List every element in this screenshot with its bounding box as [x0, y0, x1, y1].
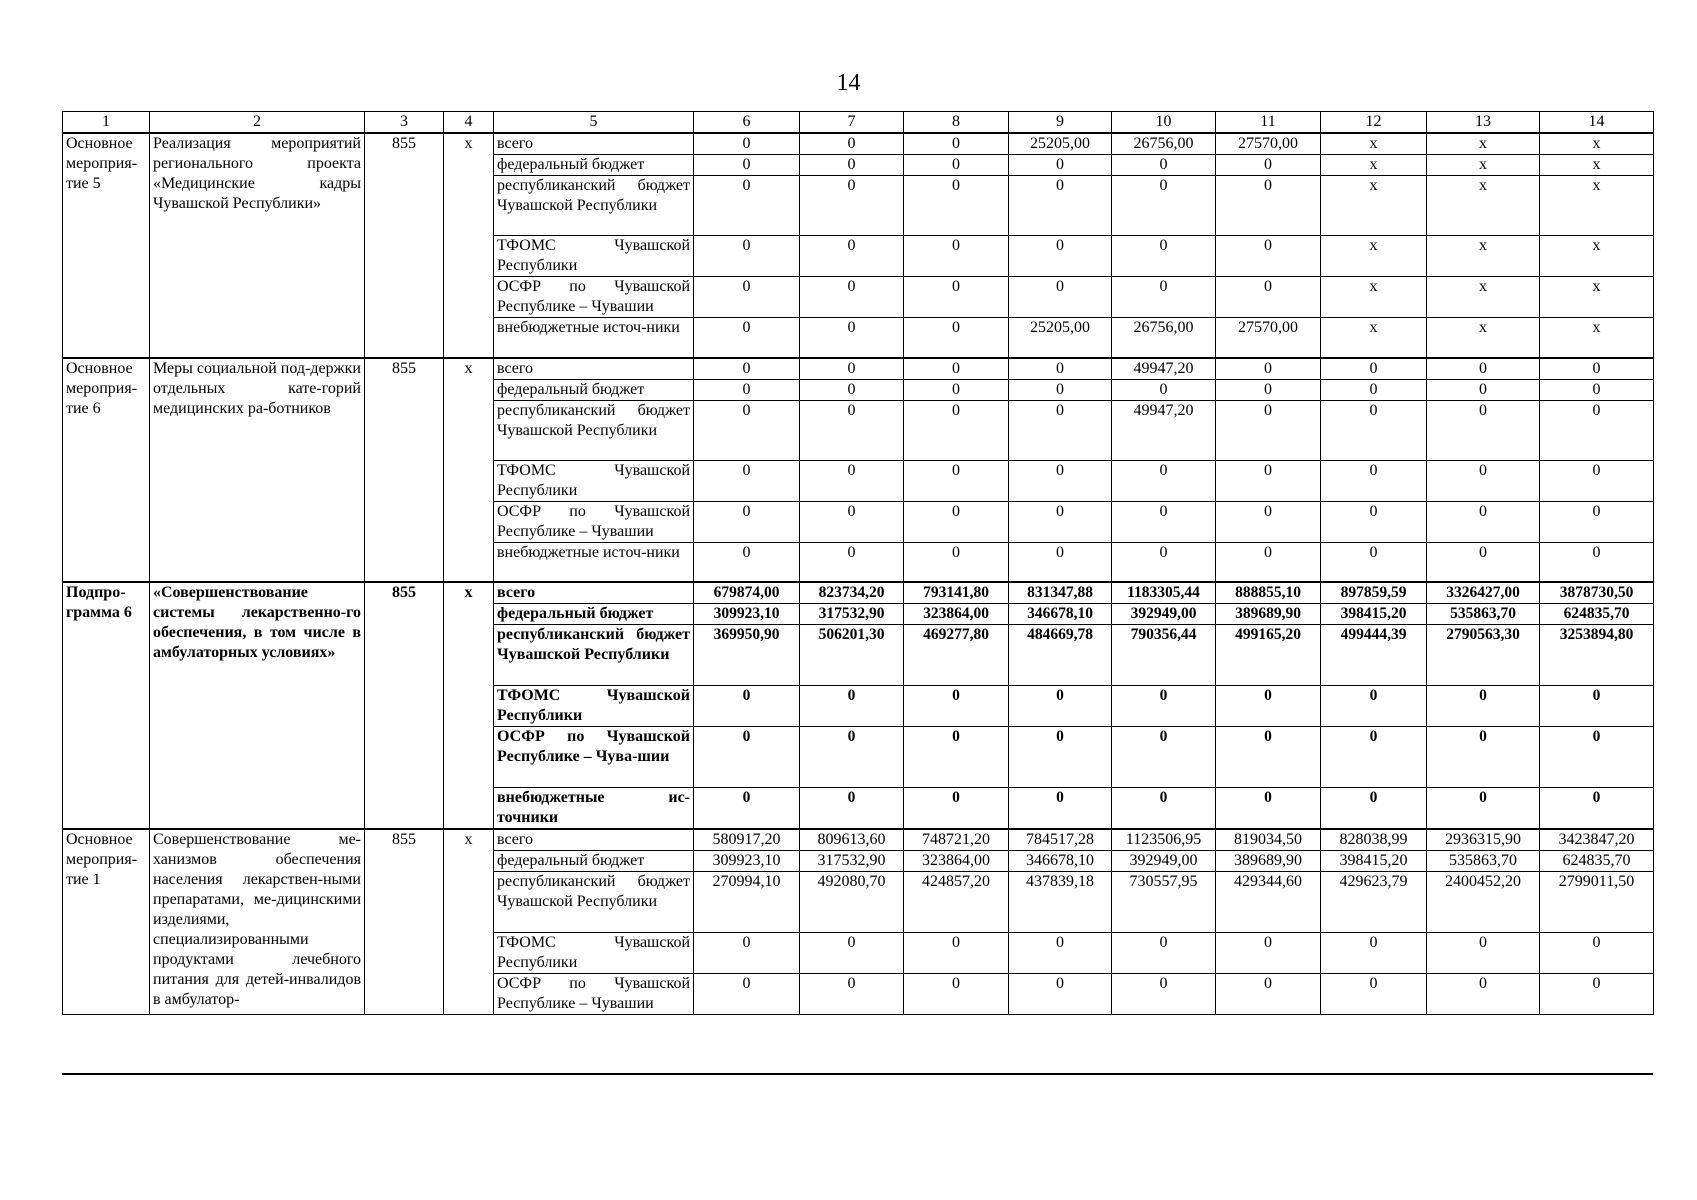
column-number-2: 2 [150, 112, 365, 134]
value-cell: 819034,50 [1216, 829, 1321, 851]
page-number: 14 [836, 70, 861, 96]
column-number-9: 9 [1009, 112, 1112, 134]
funding-source-cell: ТФОМС Чувашской Республики [494, 460, 694, 501]
funding-source-cell: ОСФР по Чувашской Республике – Чувашии [494, 277, 694, 318]
value-cell: x [1321, 155, 1427, 176]
table-row [63, 829, 1654, 851]
value-cell: 809613,60 [800, 829, 904, 851]
value-cell: 0 [1427, 788, 1540, 830]
table-row [63, 133, 1654, 155]
value-cell: 0 [904, 379, 1009, 400]
value-cell: 49947,20 [1112, 400, 1216, 460]
value-cell: 0 [1216, 358, 1321, 380]
value-cell: 0 [800, 501, 904, 542]
value-cell: 309923,10 [694, 851, 800, 872]
budget-table [62, 111, 1654, 1015]
value-cell: 0 [800, 358, 904, 380]
value-cell: 27570,00 [1216, 133, 1321, 155]
value-cell: 0 [1112, 686, 1216, 727]
value-cell: x [1321, 277, 1427, 318]
value-cell: 0 [1540, 933, 1654, 974]
value-cell: 0 [1321, 788, 1427, 830]
column-number-3: 3 [365, 112, 444, 134]
code-x-cell: x [444, 829, 494, 1015]
value-cell: 0 [1112, 176, 1216, 236]
value-cell: 0 [800, 155, 904, 176]
value-cell: 0 [1112, 501, 1216, 542]
value-cell: 0 [694, 460, 800, 501]
value-cell: 0 [800, 727, 904, 788]
value-cell: 0 [1321, 933, 1427, 974]
funding-source-cell: всего [494, 133, 694, 155]
value-cell: 317532,90 [800, 604, 904, 625]
value-cell: 535863,70 [1427, 851, 1540, 872]
value-cell: 3423847,20 [1540, 829, 1654, 851]
value-cell: 0 [904, 358, 1009, 380]
value-cell: 0 [1009, 501, 1112, 542]
value-cell: 0 [1009, 155, 1112, 176]
value-cell: 0 [1009, 358, 1112, 380]
value-cell: 790356,44 [1112, 625, 1216, 686]
value-cell: 484669,78 [1009, 625, 1112, 686]
section-title-cell: «Совершенствование системы лекарственно-го обеспечения, в том числе в амбулаторных условиях» [150, 582, 365, 829]
value-cell: 823734,20 [800, 582, 904, 604]
column-number-11: 11 [1216, 112, 1321, 134]
value-cell: 0 [1427, 727, 1540, 788]
value-cell: 0 [904, 133, 1009, 155]
value-cell: x [1427, 155, 1540, 176]
value-cell: 0 [1112, 379, 1216, 400]
value-cell: 26756,00 [1112, 133, 1216, 155]
value-cell: 0 [1540, 686, 1654, 727]
responsible-code-cell: 855 [365, 582, 444, 829]
funding-source-cell: ОСФР по Чувашской Республике – Чува-шии [494, 727, 694, 788]
value-cell: 0 [1009, 727, 1112, 788]
value-cell: x [1540, 236, 1654, 277]
value-cell: 469277,80 [904, 625, 1009, 686]
value-cell: 323864,00 [904, 851, 1009, 872]
value-cell: 25205,00 [1009, 133, 1112, 155]
value-cell: 0 [694, 133, 800, 155]
value-cell: 0 [694, 155, 800, 176]
funding-source-cell: республиканский бюджет Чувашской Республики [494, 400, 694, 460]
value-cell: 0 [1540, 460, 1654, 501]
funding-source-cell: республиканский бюджет Чувашской Республики [494, 872, 694, 933]
value-cell: x [1427, 133, 1540, 155]
value-cell: 0 [694, 236, 800, 277]
value-cell: 0 [1427, 379, 1540, 400]
value-cell: 392949,00 [1112, 604, 1216, 625]
funding-source-cell: внебюджетные ис-точники [494, 788, 694, 830]
value-cell: 784517,28 [1009, 829, 1112, 851]
value-cell: 535863,70 [1427, 604, 1540, 625]
value-cell: x [1540, 133, 1654, 155]
value-cell: 437839,18 [1009, 872, 1112, 933]
value-cell: 897859,59 [1321, 582, 1427, 604]
value-cell: 309923,10 [694, 604, 800, 625]
value-cell: x [1321, 318, 1427, 358]
value-cell: 0 [1540, 501, 1654, 542]
value-cell: 0 [1427, 460, 1540, 501]
code-x-cell: x [444, 133, 494, 358]
value-cell: 624835,70 [1540, 604, 1654, 625]
value-cell: 0 [1009, 236, 1112, 277]
value-cell: 0 [1009, 788, 1112, 830]
value-cell: 0 [800, 933, 904, 974]
value-cell: 0 [1427, 933, 1540, 974]
funding-source-cell: федеральный бюджет [494, 604, 694, 625]
value-cell: 679874,00 [694, 582, 800, 604]
section-type-cell: Подпро-грамма 6 [63, 582, 150, 829]
table-row [63, 358, 1654, 380]
value-cell: 0 [1427, 358, 1540, 380]
value-cell: 580917,20 [694, 829, 800, 851]
value-cell: 0 [904, 788, 1009, 830]
value-cell: 3878730,50 [1540, 582, 1654, 604]
funding-source-cell: федеральный бюджет [494, 379, 694, 400]
value-cell: x [1540, 277, 1654, 318]
value-cell: 0 [1112, 460, 1216, 501]
funding-source-cell: ТФОМС Чувашской Республики [494, 933, 694, 974]
value-cell: 831347,88 [1009, 582, 1112, 604]
value-cell: 0 [694, 974, 800, 1015]
value-cell: 0 [1112, 277, 1216, 318]
value-cell: x [1427, 318, 1540, 358]
value-cell: 0 [1427, 686, 1540, 727]
value-cell: x [1321, 133, 1427, 155]
value-cell: 0 [1009, 176, 1112, 236]
value-cell: 0 [1216, 155, 1321, 176]
value-cell: 0 [694, 400, 800, 460]
value-cell: 0 [1216, 236, 1321, 277]
value-cell: 0 [694, 727, 800, 788]
value-cell: 346678,10 [1009, 851, 1112, 872]
value-cell: 424857,20 [904, 872, 1009, 933]
value-cell: 0 [1216, 501, 1321, 542]
value-cell: 0 [904, 176, 1009, 236]
value-cell: 0 [1216, 460, 1321, 501]
value-cell: 429344,60 [1216, 872, 1321, 933]
value-cell: 0 [1427, 974, 1540, 1015]
funding-source-cell: всего [494, 358, 694, 380]
table-row [63, 582, 1654, 604]
funding-source-cell: всего [494, 829, 694, 851]
value-cell: x [1427, 236, 1540, 277]
column-number-1: 1 [63, 112, 150, 134]
funding-source-cell: республиканский бюджет Чувашской Республики [494, 625, 694, 686]
value-cell: 828038,99 [1321, 829, 1427, 851]
value-cell: 0 [1216, 727, 1321, 788]
value-cell: 0 [800, 542, 904, 582]
value-cell: 0 [1216, 176, 1321, 236]
table-body [63, 112, 1654, 1015]
value-cell: x [1321, 236, 1427, 277]
value-cell: 2790563,30 [1427, 625, 1540, 686]
value-cell: 26756,00 [1112, 318, 1216, 358]
value-cell: 0 [904, 933, 1009, 974]
value-cell: 0 [694, 379, 800, 400]
value-cell: 0 [904, 460, 1009, 501]
value-cell: 0 [1540, 400, 1654, 460]
funding-source-cell: ТФОМС Чувашской Республики [494, 686, 694, 727]
value-cell: 499444,39 [1321, 625, 1427, 686]
funding-source-cell: внебюджетные источ-ники [494, 318, 694, 358]
value-cell: 0 [904, 236, 1009, 277]
value-cell: 0 [694, 358, 800, 380]
value-cell: 0 [694, 933, 800, 974]
value-cell: 0 [800, 318, 904, 358]
value-cell: 1123506,95 [1112, 829, 1216, 851]
value-cell: 0 [800, 379, 904, 400]
value-cell: 0 [1427, 542, 1540, 582]
value-cell: 0 [1112, 974, 1216, 1015]
value-cell: 0 [904, 318, 1009, 358]
value-cell: 0 [1540, 974, 1654, 1015]
column-number-7: 7 [800, 112, 904, 134]
value-cell: 0 [1216, 788, 1321, 830]
value-cell: 0 [1112, 788, 1216, 830]
value-cell: 0 [1009, 277, 1112, 318]
funding-source-cell: республиканский бюджет Чувашской Республики [494, 176, 694, 236]
value-cell: 2799011,50 [1540, 872, 1654, 933]
value-cell: 0 [1112, 155, 1216, 176]
value-cell: 0 [1009, 542, 1112, 582]
value-cell: x [1540, 176, 1654, 236]
value-cell: 0 [1216, 933, 1321, 974]
value-cell: 0 [694, 788, 800, 830]
section-type-cell: Основное мероприя-тие 5 [63, 133, 150, 358]
value-cell: 369950,90 [694, 625, 800, 686]
value-cell: 323864,00 [904, 604, 1009, 625]
funding-source-cell: ТФОМС Чувашской Республики [494, 236, 694, 277]
value-cell: 0 [800, 176, 904, 236]
value-cell: 0 [1009, 933, 1112, 974]
value-cell: 0 [1009, 686, 1112, 727]
value-cell: 0 [904, 501, 1009, 542]
value-cell: 0 [800, 133, 904, 155]
value-cell: 429623,79 [1321, 872, 1427, 933]
value-cell: 0 [1321, 460, 1427, 501]
value-cell: 0 [904, 155, 1009, 176]
value-cell: 888855,10 [1216, 582, 1321, 604]
responsible-code-cell: 855 [365, 133, 444, 358]
value-cell: 0 [800, 277, 904, 318]
value-cell: x [1427, 176, 1540, 236]
code-x-cell: x [444, 358, 494, 583]
value-cell: 0 [1009, 974, 1112, 1015]
column-number-8: 8 [904, 112, 1009, 134]
value-cell: 27570,00 [1216, 318, 1321, 358]
value-cell: 0 [1009, 400, 1112, 460]
value-cell: 389689,90 [1216, 851, 1321, 872]
value-cell: 2936315,90 [1427, 829, 1540, 851]
value-cell: 0 [1540, 727, 1654, 788]
value-cell: 624835,70 [1540, 851, 1654, 872]
section-title-cell: Реализация мероприятий регионального проекта «Медицинские кадры Чувашской Республики» [150, 133, 365, 358]
value-cell: 0 [694, 686, 800, 727]
value-cell: 0 [1427, 400, 1540, 460]
value-cell: 0 [904, 400, 1009, 460]
value-cell: 0 [1321, 358, 1427, 380]
column-number-4: 4 [444, 112, 494, 134]
column-number-10: 10 [1112, 112, 1216, 134]
value-cell: 0 [1216, 277, 1321, 318]
value-cell: 0 [800, 460, 904, 501]
value-cell: 0 [1540, 542, 1654, 582]
value-cell: 2400452,20 [1427, 872, 1540, 933]
value-cell: 0 [1540, 788, 1654, 830]
value-cell: 0 [1112, 236, 1216, 277]
value-cell: 0 [1540, 379, 1654, 400]
value-cell: 0 [694, 277, 800, 318]
value-cell: 0 [1009, 460, 1112, 501]
value-cell: 499165,20 [1216, 625, 1321, 686]
value-cell: 0 [1321, 501, 1427, 542]
value-cell: 793141,80 [904, 582, 1009, 604]
value-cell: 0 [800, 236, 904, 277]
value-cell: 270994,10 [694, 872, 800, 933]
code-x-cell: x [444, 582, 494, 829]
value-cell: 0 [800, 686, 904, 727]
section-type-cell: Основное мероприя-тие 1 [63, 829, 150, 1015]
value-cell: 506201,30 [800, 625, 904, 686]
value-cell: 0 [694, 176, 800, 236]
value-cell: 0 [1321, 974, 1427, 1015]
value-cell: 0 [1321, 727, 1427, 788]
column-number-row [63, 112, 1654, 134]
value-cell: 0 [904, 686, 1009, 727]
responsible-code-cell: 855 [365, 829, 444, 1015]
value-cell: 25205,00 [1009, 318, 1112, 358]
funding-source-cell: всего [494, 582, 694, 604]
value-cell: 3326427,00 [1427, 582, 1540, 604]
value-cell: 0 [904, 542, 1009, 582]
section-title-cell: Меры социальной под-держки отдельных кате-горий медицинских ра-ботников [150, 358, 365, 583]
table-bottom-rule [62, 1073, 1653, 1075]
value-cell: 49947,20 [1112, 358, 1216, 380]
funding-source-cell: федеральный бюджет [494, 851, 694, 872]
value-cell: x [1540, 318, 1654, 358]
value-cell: 0 [1216, 974, 1321, 1015]
value-cell: 346678,10 [1009, 604, 1112, 625]
value-cell: 0 [1216, 400, 1321, 460]
value-cell: 492080,70 [800, 872, 904, 933]
funding-source-cell: внебюджетные источ-ники [494, 542, 694, 582]
responsible-code-cell: 855 [365, 358, 444, 583]
value-cell: 0 [1321, 686, 1427, 727]
value-cell: 389689,90 [1216, 604, 1321, 625]
value-cell: 0 [1216, 686, 1321, 727]
value-cell: 1183305,44 [1112, 582, 1216, 604]
value-cell: 0 [1216, 379, 1321, 400]
value-cell: 0 [1321, 542, 1427, 582]
value-cell: 0 [1540, 358, 1654, 380]
column-number-14: 14 [1540, 112, 1654, 134]
value-cell: 392949,00 [1112, 851, 1216, 872]
value-cell: 0 [1112, 933, 1216, 974]
value-cell: 317532,90 [800, 851, 904, 872]
value-cell: 398415,20 [1321, 604, 1427, 625]
value-cell: x [1540, 155, 1654, 176]
value-cell: 0 [1321, 400, 1427, 460]
value-cell: 730557,95 [1112, 872, 1216, 933]
value-cell: 0 [1009, 379, 1112, 400]
value-cell: 0 [1321, 379, 1427, 400]
value-cell: 398415,20 [1321, 851, 1427, 872]
value-cell: 748721,20 [904, 829, 1009, 851]
section-type-cell: Основное мероприя-тие 6 [63, 358, 150, 583]
value-cell: 0 [694, 542, 800, 582]
value-cell: 0 [1112, 727, 1216, 788]
column-number-12: 12 [1321, 112, 1427, 134]
section-title-cell: Совершенствование ме-ханизмов обеспечения населения лекарствен-ными препаратами, ме-дицинскими изделиями, специализированными продуктами лечебного питания для детей-инвалидов в амбулатор- [150, 829, 365, 1015]
value-cell: 0 [904, 974, 1009, 1015]
value-cell: 0 [800, 788, 904, 830]
value-cell: 0 [1427, 501, 1540, 542]
value-cell: 0 [800, 400, 904, 460]
funding-source-cell: ОСФР по Чувашской Республике – Чувашии [494, 501, 694, 542]
value-cell: 0 [1216, 542, 1321, 582]
funding-source-cell: ОСФР по Чувашской Республике – Чувашии [494, 974, 694, 1015]
value-cell: 3253894,80 [1540, 625, 1654, 686]
value-cell: x [1321, 176, 1427, 236]
column-number-5: 5 [494, 112, 694, 134]
value-cell: 0 [904, 277, 1009, 318]
column-number-6: 6 [694, 112, 800, 134]
value-cell: 0 [800, 974, 904, 1015]
value-cell: 0 [694, 501, 800, 542]
value-cell: 0 [1112, 542, 1216, 582]
value-cell: 0 [904, 727, 1009, 788]
column-number-13: 13 [1427, 112, 1540, 134]
value-cell: 0 [694, 318, 800, 358]
funding-source-cell: федеральный бюджет [494, 155, 694, 176]
value-cell: x [1427, 277, 1540, 318]
